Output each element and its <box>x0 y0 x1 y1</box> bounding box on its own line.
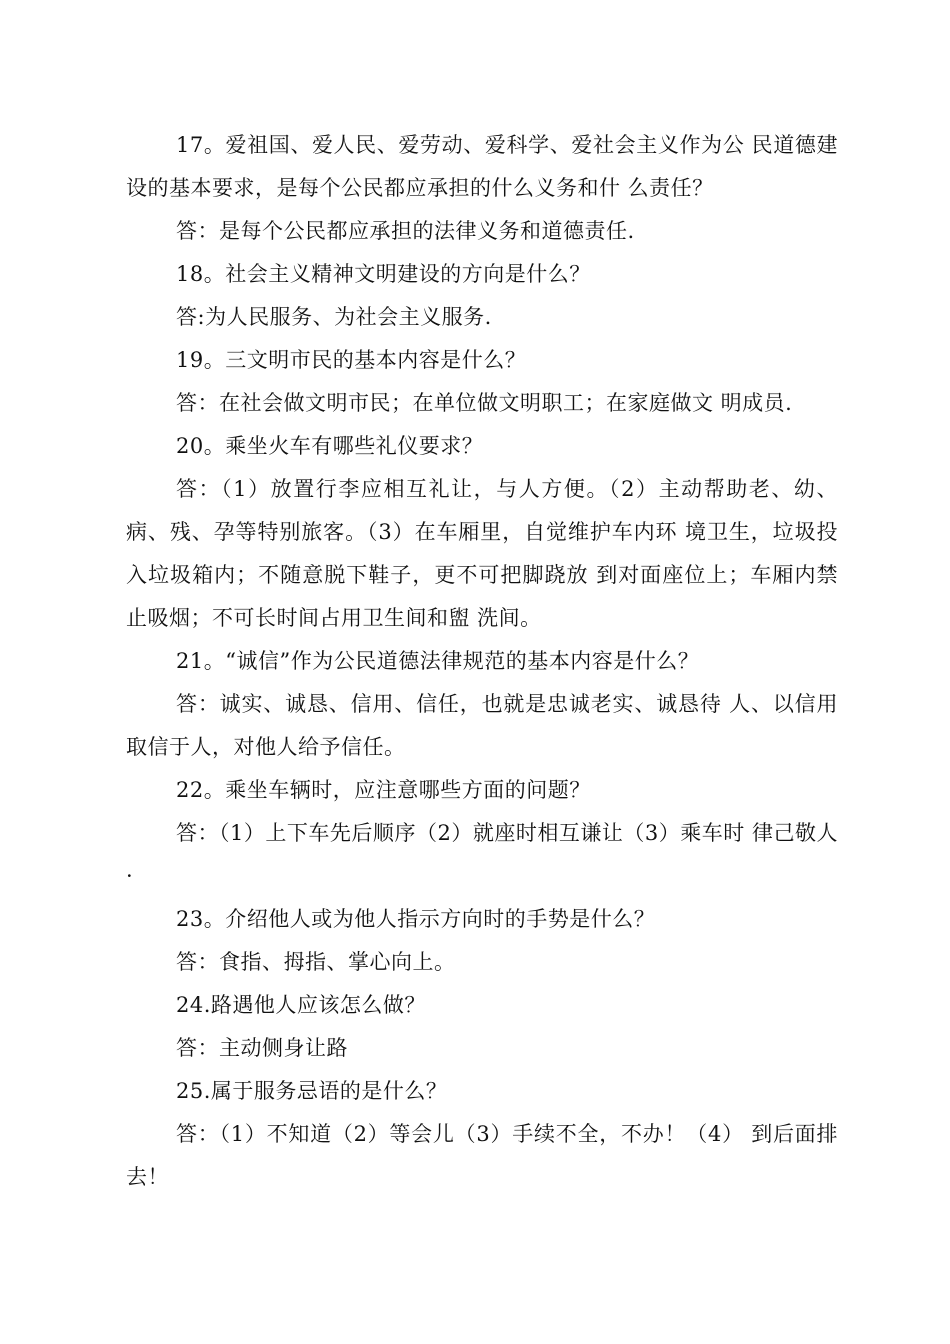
question-23: 23。介绍他人或为他人指示方向时的手势是什么？ <box>176 907 656 931</box>
question-18: 18。社会主义精神文明建设的方向是什么？ <box>176 262 591 286</box>
question-25: 25.属于服务忌语的是什么？ <box>176 1079 448 1103</box>
answer-21: 答：诚实、诚恳、信用、信任，也就是忠诚老实、诚恳待 人、以信用取信于人，对他人给予信任。 <box>126 692 838 759</box>
answer-18: 答:为人民服务、为社会主义服务. <box>176 305 492 329</box>
answer-19: 答：在社会做文明市民；在单位做文明职工；在家庭做文 明成员. <box>176 391 793 415</box>
answer-25: 答：（1）不知道（2）等会儿（3）手续不全，不办！（4） 到后面排去！ <box>126 1122 838 1189</box>
question-22: 22。乘坐车辆时，应注意哪些方面的问题？ <box>176 778 591 802</box>
document-body <box>126 124 838 1199</box>
answer-17: 答：是每个公民都应承担的法律义务和道德责任. <box>176 219 635 243</box>
answer-23: 答：食指、拇指、掌心向上。 <box>176 950 456 974</box>
answer-20: 答：（1）放置行李应相互礼让，与人方便。（2）主动帮助老、幼、病、残、孕等特别旅客。（3）在车厢里，自觉维护车内环 境卫生，垃圾投入垃圾箱内；不随意脱下鞋子，更不可把脚跷放 到对面座位上；车厢内禁止吸烟；不可长时间占用卫生间和盥 洗间。 <box>126 477 838 630</box>
question-20: 20。乘坐火车有哪些礼仪要求？ <box>176 434 484 458</box>
question-24: 24.路遇他人应该怎么做？ <box>176 993 426 1017</box>
answer-24: 答：主动侧身让路 <box>176 1036 348 1060</box>
question-19: 19。三文明市民的基本内容是什么？ <box>176 348 527 372</box>
answer-22: 答：（1）上下车先后顺序（2）就座时相互谦让（3）乘车时 律己敬人· <box>126 821 838 888</box>
question-17: 17。爱祖国、爱人民、爱劳动、爱科学、爱社会主义作为公 民道德建设的基本要求，是每个公民都应承担的什么义务和什 么责任？ <box>126 133 838 200</box>
question-21: 21。“诚信”作为公民道德法律规范的基本内容是什么？ <box>176 649 700 673</box>
